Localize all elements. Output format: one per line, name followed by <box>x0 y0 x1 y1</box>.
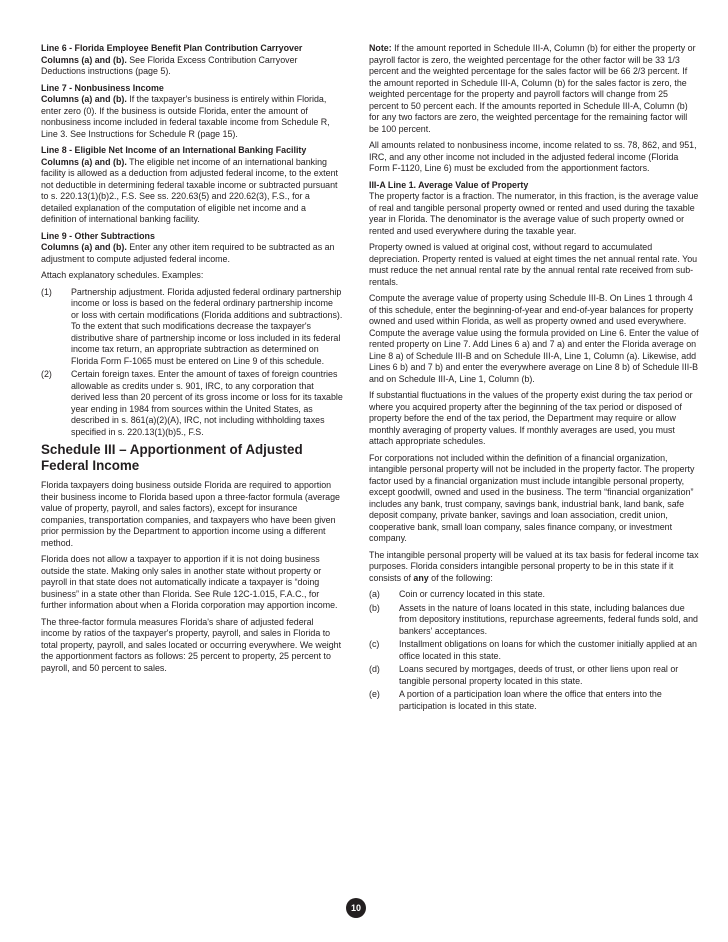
attach-text: Attach explanatory schedules. Examples: <box>41 270 204 280</box>
line6-body: See Florida Excess Contribution Carryover Deductions instructions (page 5). <box>41 54 298 76</box>
schedule-paragraph: Florida does not allow a taxpayer to apportion if it is not doing business outside the state. Making only sales in another state without property or payroll in that state does not automatically indicate a taxpayer is “doing business” in a state other than Florida. See Rule 12C-1.015, F.A.C., for further information about when a Florida corporation may apportion income. <box>41 554 338 610</box>
financial-organization-paragraph: For corporations not included within the definition of a financial organization, intangible personal property will not be included in the property factor. The property factor used by a financial organization must include intangible personal property, except goodwill, owned and used in the business. The term “financial organization” includes any bank, trust company, savings bank, industrial bank, land bank, safe deposit company, private banker, savings and loan association, credit union, cooperative bank, small loan company, sales finance company, or investment company. <box>369 452 695 543</box>
compute-average-paragraph: Compute the average value of property using Schedule III-B. On Lines 1 through 4 of this schedule, enter the beginning-of-year and end-of-year balances for property owned and used within Florida, as well as property owned and used everywhere. Compute the average value using the formula provided on Line 6. Enter the value of rented property on Line 7. Add Lines 6 a) and 7 a) and enter the Florida average on Line 8 a) of Schedule III-B and on Schedule III-A, Line 1, Column (a). Likewise, add Lines 6 b) and 7 b) and enter the everywhere average on Line 8 b) of Schedule III-B and on Schedule III-A, Line 1, Column (b). <box>369 293 699 384</box>
intangible-property-paragraph <box>369 550 699 585</box>
line6-heading: Line 6 - Florida Employee Benefit Plan Contribution Carryover <box>41 43 303 53</box>
list-item-label: (b) <box>369 602 380 613</box>
line1-heading: III-A Line 1. Average Value of Property <box>369 179 529 190</box>
line6-columns-label: Columns (a) and (b). <box>41 54 127 65</box>
fluctuations-paragraph: If substantial fluctuations in the values of the property exist during the tax period or where you acquired property after the beginning of the tax period or disposed of property before the end of the tax period, the Department may require or allow monthly averaging of property values. If monthly averages are used, you must attach appropriate schedules. <box>369 390 693 446</box>
schedule-title: Schedule III – Apportionment of Adjusted Federal Income <box>41 442 303 473</box>
nonbusiness-paragraph: All amounts related to nonbusiness income, income related to ss. 78, 862, and 951, IRC, and any other income not included in the adjusted federal income (Florida Form F-1120, Line 6) must be excluded from the apportionment factors. <box>369 140 697 173</box>
example-number: (2) <box>41 369 52 379</box>
line1-section <box>369 180 699 238</box>
example-number: (1) <box>41 286 52 297</box>
line7-section <box>41 83 343 141</box>
note-text: If the amount reported in Schedule III-A, Column (b) for either the property or payroll factor is zero, the weighted percentage for the other factor will be 33 1/3 percent and the weighted percentage for the sales factor will be 66 2/3 percent. If the amount reported in Schedule III-A, Column (b) for the sales factor is zero, the weighted percentage for the property and payroll factors will change from 25 percent to 50 percent each. If the amounts reported in Schedule III-A, Column (b) for any two factors are zero, the weighted percentage for the remaining factor will be 100 percent. <box>369 43 696 134</box>
list-item <box>369 689 699 712</box>
list-item-label: (a) <box>369 589 380 599</box>
left-column <box>41 43 343 679</box>
list-item-text: Coin or currency located in this state. <box>399 589 546 599</box>
line9-columns-label: Columns (a) and (b). <box>41 242 127 252</box>
list-item-text: A portion of a participation loan where the office that enters into the participation is located in this state. <box>399 689 662 711</box>
line8-body: The eligible net income of an international banking facility is allowed as a deduction from adjusted federal income, to the extent not deductible in determining federal taxable income or subtracted pursuant to s. 220.13(1)(b)2., F.S. See ss. 220.63(5) and 220.62(3), F.S., for a detailed explanation of the computation of eligible net income and a definition of international banking facility. <box>41 156 338 224</box>
line8-heading: Line 8 - Eligible Net Income of an International Banking Facility <box>41 145 307 155</box>
right-column <box>369 43 699 714</box>
list-item-text: Assets in the nature of loans located in this state, including balances due from depository institutions, repurchase agreements, federal funds sold, and bankers' acceptances. <box>399 602 698 636</box>
page-number-badge: 10 <box>346 898 366 918</box>
list-item <box>369 639 699 662</box>
example-item <box>41 369 343 438</box>
schedule-paragraph: The three-factor formula measures Florida's share of adjusted federal income by ratios of the taxpayer's property, payroll, and sales in Florida to total property, payroll, and sales located or occurring everywhere. We weight the apportionment factors as follows: 25 percent to property, 25 percent to payroll, and 50 percent to sales. <box>41 616 342 673</box>
list-item <box>369 589 699 601</box>
intangible-any-emphasis: any <box>413 572 429 583</box>
line8-columns-label: Columns (a) and (b). <box>41 156 127 167</box>
line7-body: If the taxpayer's business is entirely within Florida, enter zero (0). If the business is outside Florida, enter the amount of nonbusiness income included in federal taxable income from Schedule R, Line 3. See Instructions for Schedule R (page 15). <box>41 94 330 139</box>
note-paragraph <box>369 43 699 135</box>
list-item <box>369 664 699 687</box>
list-item-text: Loans secured by mortgages, deeds of trust, or other liens upon real or tangible personal property located in this state. <box>399 664 679 686</box>
intangible-text-a: The intangible personal property will be valued at its tax basis for federal income tax purposes. Florida considers intangible personal property to be in this state if it consists of <box>369 549 699 583</box>
list-item <box>369 603 699 638</box>
note-label: Note: <box>369 43 392 53</box>
list-item-label: (d) <box>369 664 380 674</box>
list-item-label: (e) <box>369 689 380 699</box>
list-item-text: Installment obligations on loans for which the customer initially applied at an office located in this state. <box>399 639 697 661</box>
line7-heading: Line 7 - Nonbusiness Income <box>41 82 164 93</box>
schedule-paragraph: Florida taxpayers doing business outside Florida are required to apportion their business income to Florida based upon a three-factor formula (average value of property, payroll, and sales factors), except for insurance companies, transportation companies, and taxpayers who have been given prior permission by the Department to apportion income using a different method. <box>41 480 340 548</box>
line8-section <box>41 145 343 226</box>
example-text: Certain foreign taxes. Enter the amount of taxes of foreign countries allowable as credits under s. 901, IRC, to any corporation that derived less than 20 percent of its gross income or loss for its taxable year ending in 1984 from sources within the United States, as described in s. 861(a)(2)(A), IRC, not including withholding taxes specified in s. 220.13(1)(b)5., F.S. <box>71 369 343 437</box>
line6-section <box>41 43 343 78</box>
property-owned-paragraph: Property owned is valued at original cost, without regard to accumulated depreciation. Property rented is valued at eight times the net annual rental rate. You must reduce the net annual rental rate by the annual rental rate received from sub-rentals. <box>369 242 698 287</box>
line7-columns-label: Columns (a) and (b). <box>41 94 127 104</box>
list-item-label: (c) <box>369 639 380 649</box>
line9-body: Enter any other item required to be subtracted as an adjustment to compute adjusted federal income. <box>41 242 335 264</box>
example-item <box>41 287 343 368</box>
line9-heading: Line 9 - Other Subtractions <box>41 230 155 241</box>
intangible-text-b: of the following: <box>428 572 493 583</box>
example-text: Partnership adjustment. Florida adjusted federal ordinary partnership income or loss is based on the federal ordinary partnership income or loss with certain modifications (Florida additions and subtractions). To the extent that such modifications decrease the taxpayer's distributive share of partnership income or loss included in its federal income tax return, an appropriate subtraction as determined on Florida Form F-1065 must be entered on Line 9 of this schedule. <box>71 286 343 366</box>
line1-body: The property factor is a fraction. The numerator, in this fraction, is the average value of real and tangible personal property owned or rented and used during the taxable year in Florida. The denominator is the average value of such property owned or rented and used everywhere during the taxable year. <box>369 191 699 236</box>
line9-section <box>41 231 343 266</box>
